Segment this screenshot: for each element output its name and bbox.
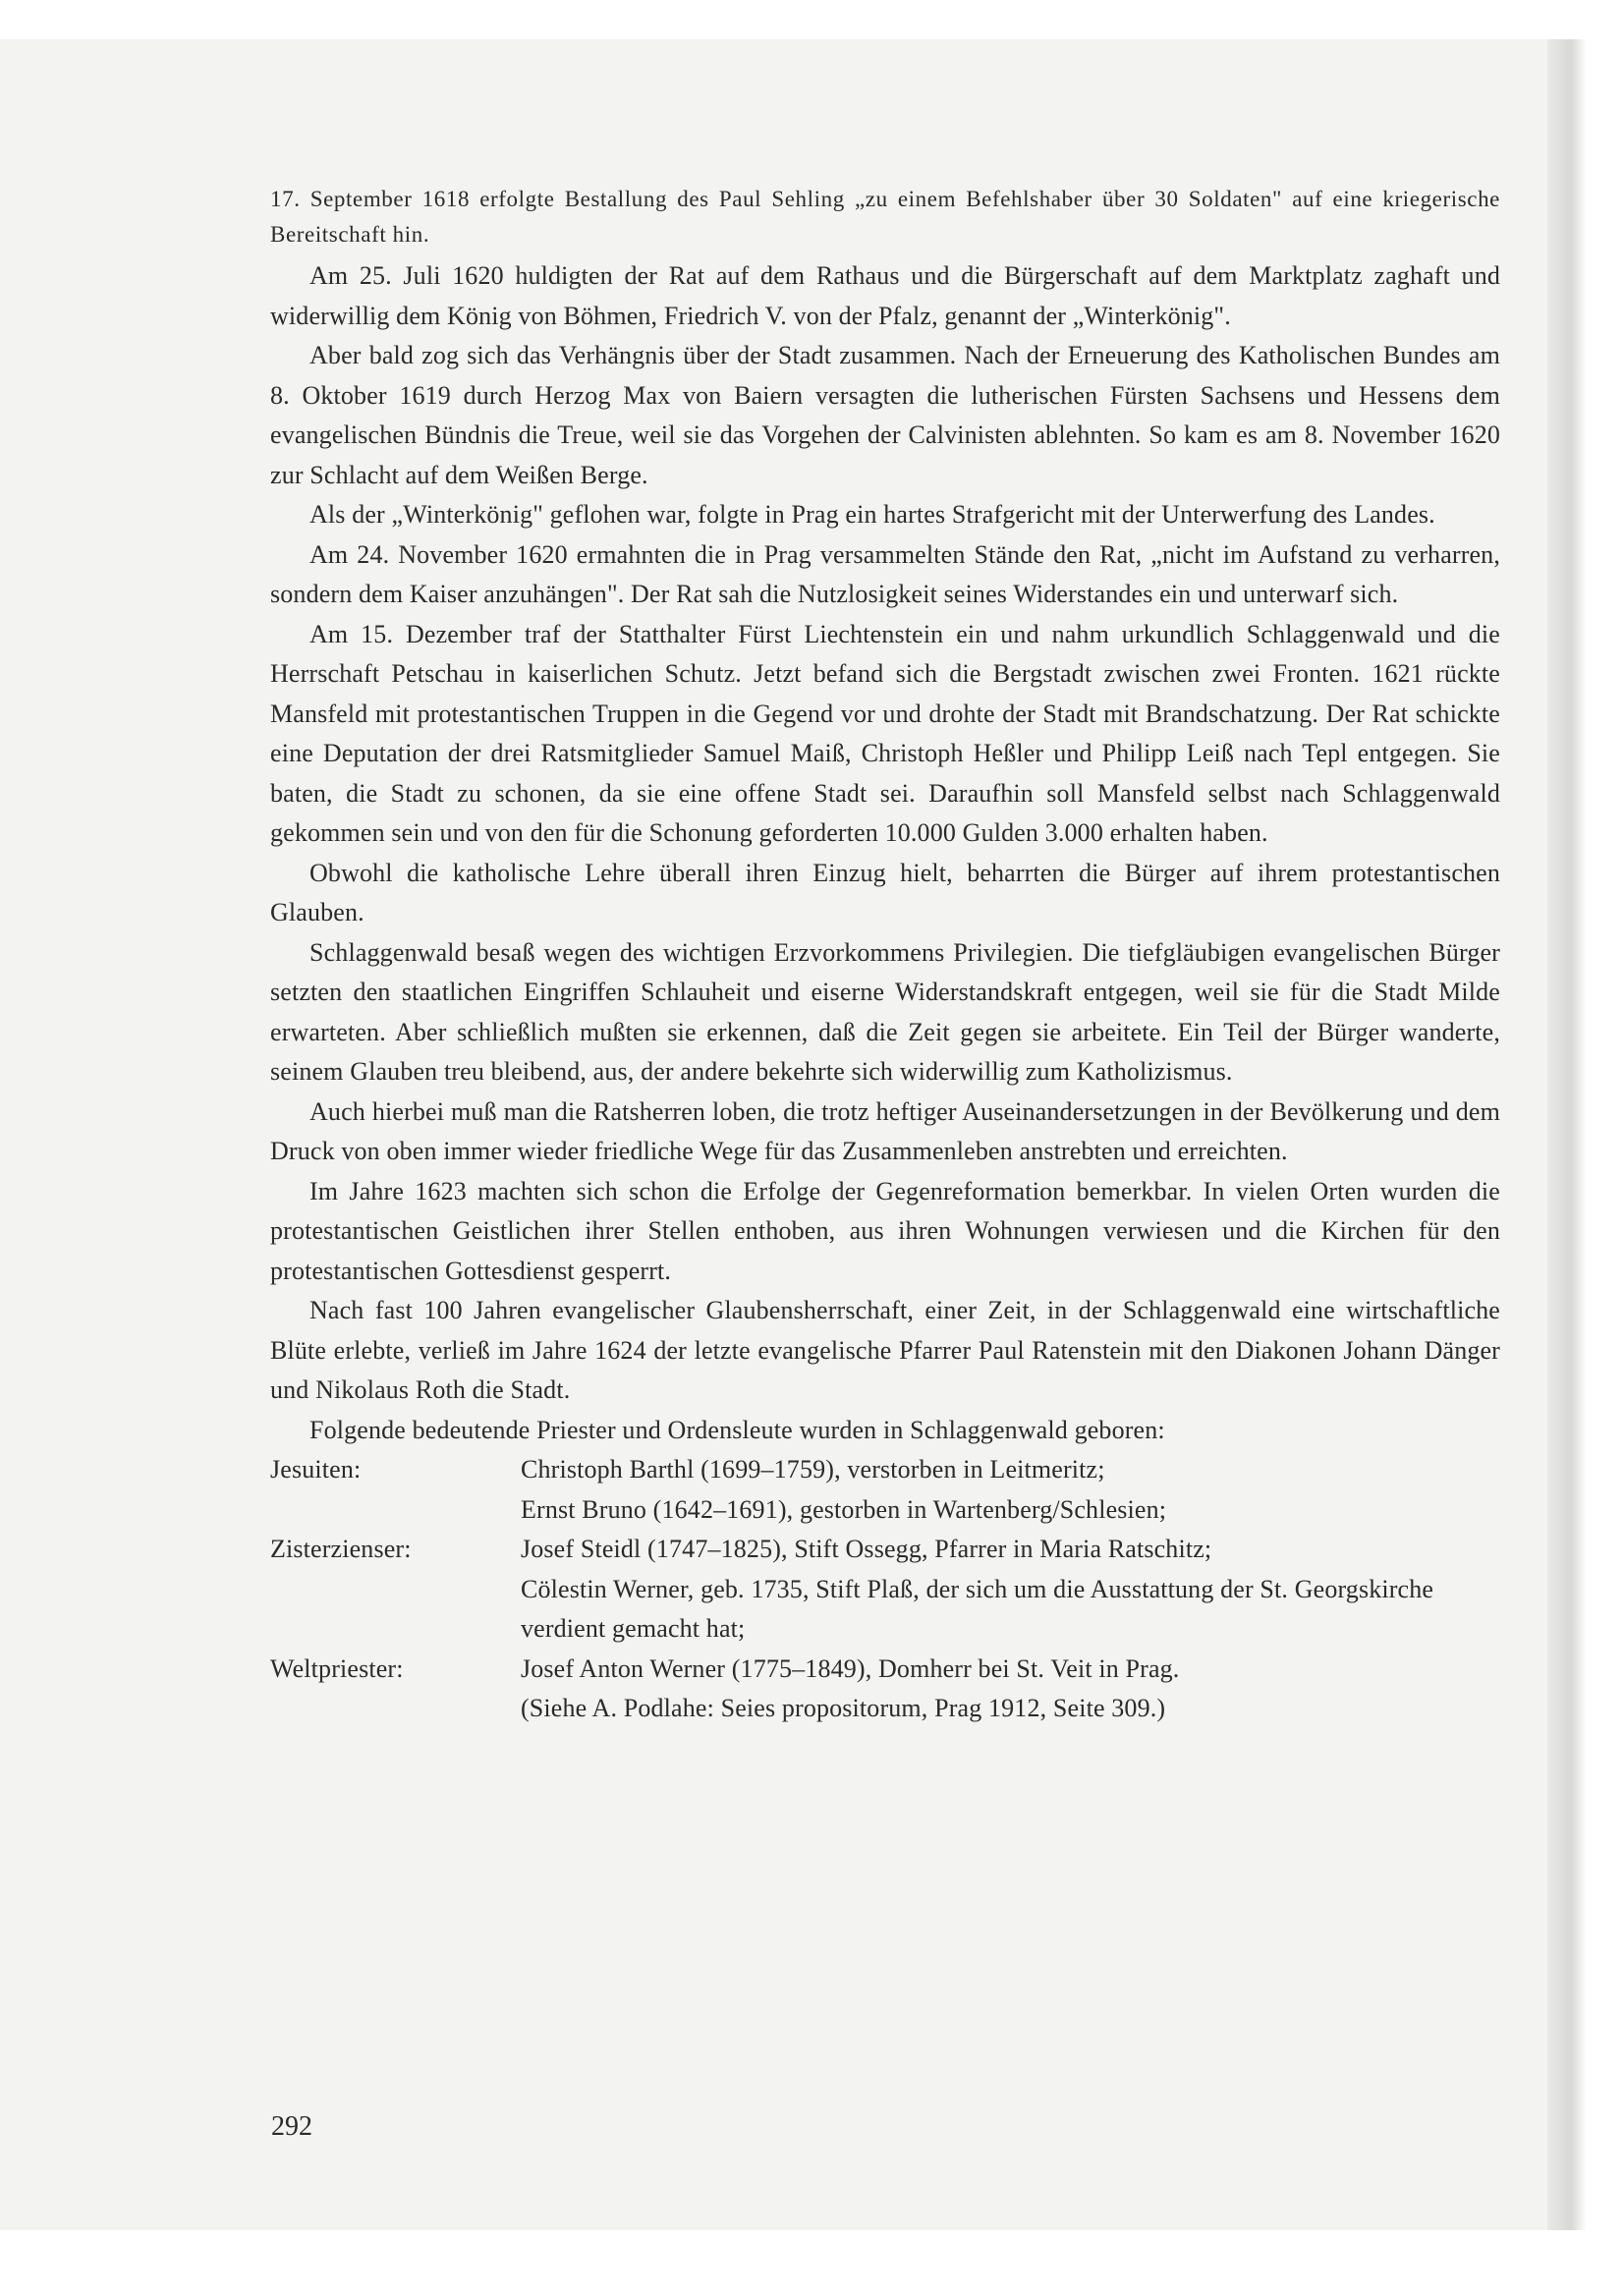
paragraph: Auch hierbei muß man die Ratsherren loben, die trotz heftiger Auseinandersetzungen in der Bevölkerung und dem Druck von oben immer wieder friedliche Wege für das Zusammenleben anstrebten und erreichten. — [270, 1096, 1500, 1165]
paragraph: Nach fast 100 Jahren evangelischer Glaubensherrschaft, einer Zeit, in der Schlaggenwald eine wirtschaftliche Blüte erlebte, verließ im Jahre 1624 der letzte evangelische Pfarrer Paul Ratenstein mit den Diakonen Johann Dänger und Nikolaus Roth die Stadt. — [270, 1296, 1500, 1404]
paragraph: 17. September 1618 erfolgte Bestallung des Paul Sehling „zu einem Befehlshaber über 30 Soldaten" auf eine kriegerische Bereitschaft hin. — [270, 187, 1500, 247]
paragraph: Im Jahre 1623 machten sich schon die Erfolge der Gegenreformation bemerkbar. In vielen Orten wurden die protestantischen Geistlichen ihrer Stellen enthoben, aus ihren Wohnungen verwiesen und die Kirchen für den protestantischen Gottesdienst gesperrt. — [270, 1176, 1500, 1285]
page-number: 292 — [271, 2111, 312, 2142]
clergy-row-secular-priests — [270, 1650, 1500, 1729]
clergy-entry: Cölestin Werner, geb. 1735, Stift Plaß, der sich um die Ausstattung der St. Georgskirche verdient gemacht hat; — [521, 1574, 1434, 1643]
paragraph: Am 24. November 1620 ermahnten die in Prag versammelten Stände den Rat, „nicht im Aufstand zu verharren, sondern dem Kaiser anzuhängen". Der Rat sah die Nutzlosigkeit seines Widerstandes ein und unterwarf sich. — [270, 539, 1500, 608]
clergy-entry: Josef Steidl (1747–1825), Stift Ossegg, Pfarrer in Maria Ratschitz; — [521, 1535, 1212, 1563]
clergy-role: Jesuiten: — [270, 1455, 362, 1484]
clergy-role: Zisterzienser: — [270, 1535, 412, 1563]
clergy-entries — [521, 1530, 1500, 1650]
clergy-row-jesuits — [270, 1450, 1500, 1530]
clergy-row-cistercians — [270, 1530, 1500, 1650]
clergy-entry: Christoph Barthl (1699–1759), verstorben in Leitmeritz; — [521, 1455, 1105, 1484]
paragraph: Am 15. Dezember traf der Statthalter Fürst Liechtenstein ein und nahm urkundlich Schlaggenwald und die Herrschaft Petschau in kaiserlichen Schutz. Jetzt befand sich die Bergstadt zwischen zwei Fronten. 1621 rückte Mansfeld mit protestantischen Truppen in die Gegend vor und drohte der Stadt mit Brandschatzung. Der Rat schickte eine Deputation der drei Ratsmitglieder Samuel Maiß, Christoph Heßler und Philipp Leiß nach Tepl entgegen. Sie baten, die Stadt zu schonen, da sie eine offene Stadt sei. Daraufhin soll Mansfeld selbst nach Schlaggenwald gekommen sein und von den für die Schonung geforderten 10.000 Gulden 3.000 erhalten haben. — [270, 619, 1500, 847]
paragraph: Aber bald zog sich das Verhängnis über der Stadt zusammen. Nach der Erneuerung des Katholischen Bundes am 8. Oktober 1619 durch Herzog Max von Baiern versagten die lutherischen Fürsten Sachsens und Hessens dem evangelischen Bündnis die Treue, weil sie das Vorgehen der Calvinisten ablehnten. So kam es am 8. November 1620 zur Schlacht auf dem Weißen Berge. — [270, 341, 1500, 489]
paragraph: Am 25. Juli 1620 huldigten der Rat auf dem Rathaus und die Bürgerschaft auf dem Marktplatz zaghaft und widerwillig dem König von Böhmen, Friedrich V. von der Pfalz, genannt der „Winterkönig". — [270, 261, 1500, 330]
body-text — [270, 182, 1500, 1729]
clergy-list — [270, 1450, 1500, 1729]
clergy-role: Weltpriester: — [270, 1653, 404, 1683]
clergy-entries — [521, 1450, 1500, 1530]
clergy-entry: (Siehe A. Podlahe: Seies propositorum, Prag 1912, Seite 309.) — [521, 1694, 1166, 1722]
paragraph: Als der „Winterkönig" geflohen war, folgte in Prag ein hartes Strafgericht mit der Unterwerfung des Landes. — [309, 500, 1435, 529]
clergy-entries — [521, 1650, 1500, 1729]
page-edge-shadow — [1547, 39, 1587, 2230]
clergy-entry: Josef Anton Werner (1775–1849), Domherr bei St. Veit in Prag. — [521, 1653, 1180, 1683]
paragraph: Schlaggenwald besaß wegen des wichtigen Erzvorkommens Privilegien. Die tiefgläubigen evangelischen Bürger setzten den staatlichen Eingriffen Schlauheit und eiserne Widerstandskraft entgegen, weil sie für die Stadt Milde erwarteten. Aber schließlich mußten sie erkennen, daß die Zeit gegen sie arbeitete. Ein Teil der Bürger wanderte, seinem Glauben treu bleibend, aus, der andere bekehrte sich widerwillig zum Katholizismus. — [270, 937, 1500, 1086]
paragraph: Folgende bedeutende Priester und Ordensleute wurden in Schlaggenwald geboren: — [309, 1415, 1165, 1444]
clergy-entry: Ernst Bruno (1642–1691), gestorben in Wartenberg/Schlesien; — [521, 1494, 1167, 1524]
paragraph: Obwohl die katholische Lehre überall ihren Einzug hielt, beharrten die Bürger auf ihrem protestantischen Glauben. — [270, 858, 1500, 926]
